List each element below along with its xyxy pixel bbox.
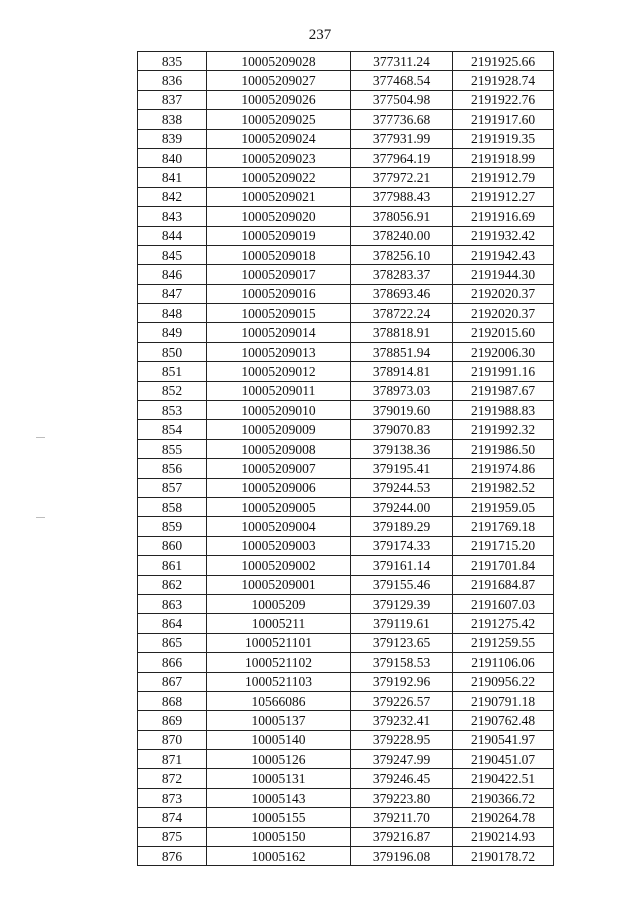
row-number-cell: 863 [138,594,207,613]
y-coordinate-cell: 2191917.60 [453,110,554,129]
y-coordinate-cell: 2191715.20 [453,536,554,555]
y-coordinate-cell: 2190264.78 [453,808,554,827]
y-coordinate-cell: 2191974.86 [453,459,554,478]
y-coordinate-cell: 2190791.18 [453,691,554,710]
x-coordinate-cell: 379195.41 [351,459,453,478]
point-id-cell: 10005209 [207,594,351,613]
table-row [138,245,554,264]
table-row [138,129,554,148]
row-number-cell: 865 [138,633,207,652]
row-number-cell: 844 [138,226,207,245]
y-coordinate-cell: 2191932.42 [453,226,554,245]
x-coordinate-cell: 379226.57 [351,691,453,710]
table-row [138,711,554,730]
table-row [138,594,554,613]
row-number-cell: 875 [138,827,207,846]
x-coordinate-cell: 379129.39 [351,594,453,613]
y-coordinate-cell: 2192020.37 [453,284,554,303]
point-id-cell: 10005126 [207,750,351,769]
table-row [138,478,554,497]
y-coordinate-cell: 2191607.03 [453,594,554,613]
y-coordinate-cell: 2190451.07 [453,750,554,769]
y-coordinate-cell: 2191922.76 [453,90,554,109]
row-number-cell: 852 [138,381,207,400]
x-coordinate-cell: 378973.03 [351,381,453,400]
x-coordinate-cell: 379228.95 [351,730,453,749]
row-number-cell: 872 [138,769,207,788]
point-id-cell: 10005209013 [207,342,351,361]
row-number-cell: 855 [138,439,207,458]
table-row [138,420,554,439]
table-row [138,342,554,361]
row-number-cell: 876 [138,847,207,866]
coordinates-table [137,51,554,866]
point-id-cell: 10005209003 [207,536,351,555]
table-row [138,439,554,458]
x-coordinate-cell: 378851.94 [351,342,453,361]
x-coordinate-cell: 377736.68 [351,110,453,129]
x-coordinate-cell: 377964.19 [351,148,453,167]
row-number-cell: 842 [138,187,207,206]
point-id-cell: 10005209002 [207,556,351,575]
x-coordinate-cell: 378056.91 [351,207,453,226]
point-id-cell: 10005209027 [207,71,351,90]
row-number-cell: 861 [138,556,207,575]
table-body [138,52,554,866]
table-row [138,362,554,381]
table-row [138,614,554,633]
margin-mark [36,517,45,518]
y-coordinate-cell: 2190956.22 [453,672,554,691]
x-coordinate-cell: 379232.41 [351,711,453,730]
point-id-cell: 10005209016 [207,284,351,303]
point-id-cell: 1000521102 [207,653,351,672]
row-number-cell: 848 [138,304,207,323]
table-row [138,827,554,846]
y-coordinate-cell: 2190541.97 [453,730,554,749]
table-row [138,556,554,575]
point-id-cell: 10005131 [207,769,351,788]
table-row [138,168,554,187]
table-row [138,226,554,245]
row-number-cell: 843 [138,207,207,226]
row-number-cell: 840 [138,148,207,167]
x-coordinate-cell: 379223.80 [351,788,453,807]
row-number-cell: 874 [138,808,207,827]
x-coordinate-cell: 377311.24 [351,52,453,71]
point-id-cell: 10005140 [207,730,351,749]
row-number-cell: 867 [138,672,207,691]
x-coordinate-cell: 379246.45 [351,769,453,788]
y-coordinate-cell: 2191959.05 [453,497,554,516]
row-number-cell: 869 [138,711,207,730]
x-coordinate-cell: 379070.83 [351,420,453,439]
table-row [138,110,554,129]
y-coordinate-cell: 2191684.87 [453,575,554,594]
y-coordinate-cell: 2190422.51 [453,769,554,788]
table-row [138,808,554,827]
table-row [138,730,554,749]
table-row [138,575,554,594]
x-coordinate-cell: 379244.53 [351,478,453,497]
table-row [138,71,554,90]
table-row [138,207,554,226]
table-row [138,265,554,284]
x-coordinate-cell: 379244.00 [351,497,453,516]
table-row [138,148,554,167]
point-id-cell: 10005209018 [207,245,351,264]
point-id-cell: 10005209004 [207,517,351,536]
point-id-cell: 10005209025 [207,110,351,129]
point-id-cell: 1000521103 [207,672,351,691]
x-coordinate-cell: 377504.98 [351,90,453,109]
point-id-cell: 10005209026 [207,90,351,109]
table-row [138,284,554,303]
point-id-cell: 10005150 [207,827,351,846]
table-row [138,381,554,400]
table-row [138,536,554,555]
x-coordinate-cell: 379247.99 [351,750,453,769]
row-number-cell: 854 [138,420,207,439]
y-coordinate-cell: 2191942.43 [453,245,554,264]
table-row [138,401,554,420]
y-coordinate-cell: 2190178.72 [453,847,554,866]
y-coordinate-cell: 2190762.48 [453,711,554,730]
x-coordinate-cell: 379161.14 [351,556,453,575]
y-coordinate-cell: 2191928.74 [453,71,554,90]
y-coordinate-cell: 2192015.60 [453,323,554,342]
x-coordinate-cell: 377988.43 [351,187,453,206]
y-coordinate-cell: 2191944.30 [453,265,554,284]
row-number-cell: 845 [138,245,207,264]
row-number-cell: 866 [138,653,207,672]
y-coordinate-cell: 2191991.16 [453,362,554,381]
point-id-cell: 10005209008 [207,439,351,458]
row-number-cell: 860 [138,536,207,555]
y-coordinate-cell: 2190366.72 [453,788,554,807]
row-number-cell: 856 [138,459,207,478]
row-number-cell: 862 [138,575,207,594]
row-number-cell: 858 [138,497,207,516]
y-coordinate-cell: 2191919.35 [453,129,554,148]
table-row [138,497,554,516]
point-id-cell: 10005209007 [207,459,351,478]
y-coordinate-cell: 2191918.99 [453,148,554,167]
table-row [138,788,554,807]
point-id-cell: 10005209001 [207,575,351,594]
x-coordinate-cell: 378240.00 [351,226,453,245]
point-id-cell: 10005209023 [207,148,351,167]
row-number-cell: 870 [138,730,207,749]
x-coordinate-cell: 378283.37 [351,265,453,284]
table-row [138,323,554,342]
y-coordinate-cell: 2192020.37 [453,304,554,323]
point-id-cell: 10005209021 [207,187,351,206]
point-id-cell: 10005162 [207,847,351,866]
point-id-cell: 10005209010 [207,401,351,420]
x-coordinate-cell: 379123.65 [351,633,453,652]
row-number-cell: 859 [138,517,207,536]
row-number-cell: 847 [138,284,207,303]
point-id-cell: 10005209011 [207,381,351,400]
y-coordinate-cell: 2192006.30 [453,342,554,361]
point-id-cell: 10005155 [207,808,351,827]
y-coordinate-cell: 2191106.06 [453,653,554,672]
point-id-cell: 10005209006 [207,478,351,497]
table-row [138,691,554,710]
x-coordinate-cell: 379216.87 [351,827,453,846]
x-coordinate-cell: 379196.08 [351,847,453,866]
row-number-cell: 864 [138,614,207,633]
point-id-cell: 10005137 [207,711,351,730]
point-id-cell: 10005209009 [207,420,351,439]
row-number-cell: 857 [138,478,207,497]
table-row [138,517,554,536]
x-coordinate-cell: 379138.36 [351,439,453,458]
x-coordinate-cell: 377468.54 [351,71,453,90]
row-number-cell: 850 [138,342,207,361]
table-row [138,672,554,691]
y-coordinate-cell: 2191992.32 [453,420,554,439]
table-row [138,187,554,206]
x-coordinate-cell: 379155.46 [351,575,453,594]
x-coordinate-cell: 379119.61 [351,614,453,633]
point-id-cell: 10005209017 [207,265,351,284]
table-row [138,847,554,866]
point-id-cell: 1000521101 [207,633,351,652]
row-number-cell: 849 [138,323,207,342]
x-coordinate-cell: 379019.60 [351,401,453,420]
table-row [138,653,554,672]
table-row [138,459,554,478]
x-coordinate-cell: 379174.33 [351,536,453,555]
row-number-cell: 846 [138,265,207,284]
x-coordinate-cell: 379192.96 [351,672,453,691]
x-coordinate-cell: 379158.53 [351,653,453,672]
y-coordinate-cell: 2191701.84 [453,556,554,575]
table-row [138,633,554,652]
margin-mark [36,437,45,438]
table-row [138,90,554,109]
point-id-cell: 10005209014 [207,323,351,342]
row-number-cell: 841 [138,168,207,187]
y-coordinate-cell: 2191912.79 [453,168,554,187]
point-id-cell: 10005209020 [207,207,351,226]
y-coordinate-cell: 2191769.18 [453,517,554,536]
x-coordinate-cell: 378722.24 [351,304,453,323]
table-row [138,304,554,323]
coordinates-table-container [137,51,554,866]
y-coordinate-cell: 2191259.55 [453,633,554,652]
x-coordinate-cell: 379189.29 [351,517,453,536]
row-number-cell: 837 [138,90,207,109]
y-coordinate-cell: 2191916.69 [453,207,554,226]
y-coordinate-cell: 2191275.42 [453,614,554,633]
x-coordinate-cell: 379211.70 [351,808,453,827]
point-id-cell: 10005209028 [207,52,351,71]
y-coordinate-cell: 2190214.93 [453,827,554,846]
row-number-cell: 853 [138,401,207,420]
x-coordinate-cell: 377931.99 [351,129,453,148]
row-number-cell: 871 [138,750,207,769]
x-coordinate-cell: 378818.91 [351,323,453,342]
row-number-cell: 873 [138,788,207,807]
point-id-cell: 10005209015 [207,304,351,323]
point-id-cell: 10566086 [207,691,351,710]
row-number-cell: 851 [138,362,207,381]
table-row [138,769,554,788]
y-coordinate-cell: 2191925.66 [453,52,554,71]
y-coordinate-cell: 2191982.52 [453,478,554,497]
row-number-cell: 835 [138,52,207,71]
row-number-cell: 839 [138,129,207,148]
point-id-cell: 10005209024 [207,129,351,148]
row-number-cell: 838 [138,110,207,129]
x-coordinate-cell: 377972.21 [351,168,453,187]
table-row [138,750,554,769]
point-id-cell: 10005143 [207,788,351,807]
y-coordinate-cell: 2191986.50 [453,439,554,458]
row-number-cell: 836 [138,71,207,90]
point-id-cell: 10005209022 [207,168,351,187]
x-coordinate-cell: 378693.46 [351,284,453,303]
table-row [138,52,554,71]
point-id-cell: 10005211 [207,614,351,633]
page-number: 237 [308,27,332,43]
point-id-cell: 10005209005 [207,497,351,516]
y-coordinate-cell: 2191912.27 [453,187,554,206]
y-coordinate-cell: 2191988.83 [453,401,554,420]
y-coordinate-cell: 2191987.67 [453,381,554,400]
x-coordinate-cell: 378256.10 [351,245,453,264]
x-coordinate-cell: 378914.81 [351,362,453,381]
point-id-cell: 10005209019 [207,226,351,245]
point-id-cell: 10005209012 [207,362,351,381]
row-number-cell: 868 [138,691,207,710]
